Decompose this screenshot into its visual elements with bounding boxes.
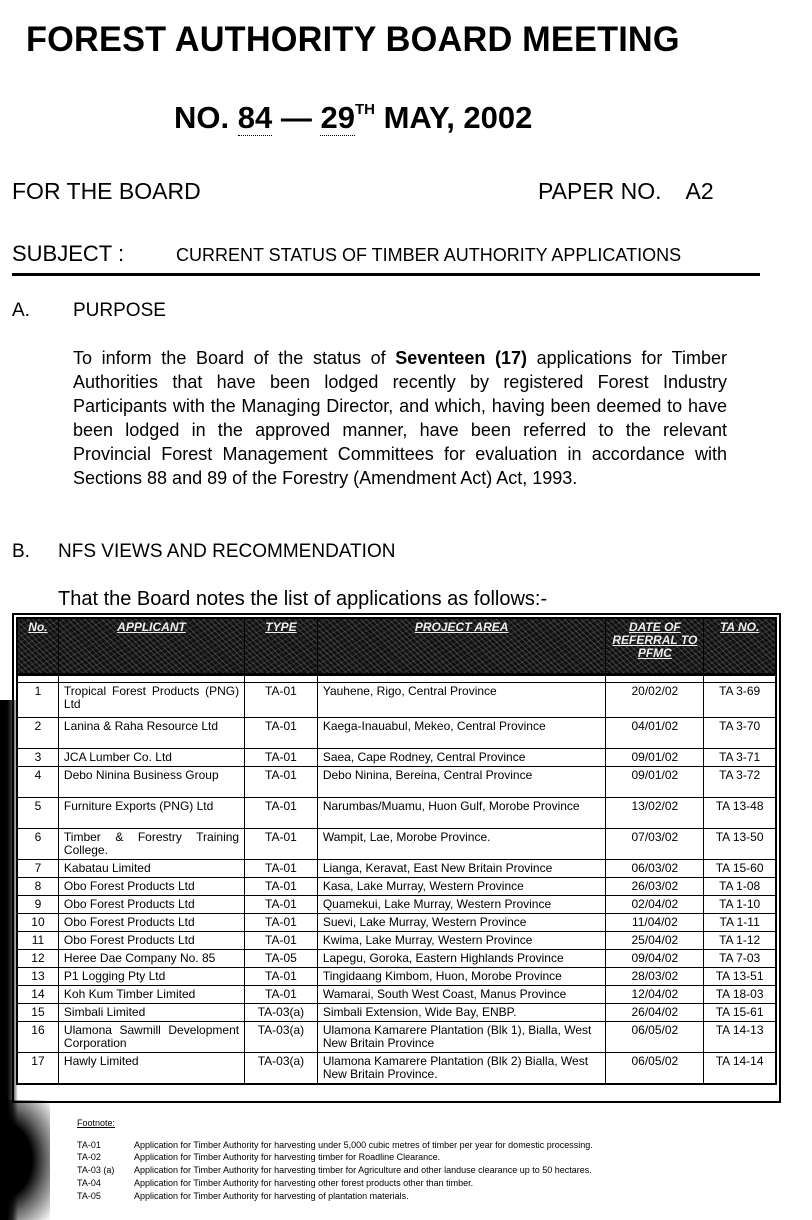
cell-date: 06/03/02 xyxy=(606,860,704,878)
cell-area: Yauhene, Rigo, Central Province xyxy=(317,683,606,718)
table-row xyxy=(17,767,776,798)
cell-type: TA-05 xyxy=(245,950,318,968)
cell-area: Lianga, Keravat, East New Britain Province xyxy=(317,860,606,878)
cell-ta-no: TA 3-69 xyxy=(704,683,776,718)
meeting-number-line xyxy=(174,100,532,136)
purpose-text-end: applications for Timber Authorities that have been lodged recently by registered Forest Industry Participants with the Managing Director, and which, having been deemed to have been lodged in the approved manner, have been referred to the relevant Provincial Forest Management Committees for evaluation in accordance with Sections 88 and 89 of the Forestry (Amendment Act) Act, 1993. xyxy=(73,348,727,488)
col-header-ta-no: TA NO. xyxy=(704,618,776,675)
cell-no: 16 xyxy=(17,1022,58,1053)
table-row xyxy=(17,829,776,860)
cell-ta-no: TA 1-08 xyxy=(704,878,776,896)
table-row xyxy=(17,932,776,950)
footnote-text: Application for Timber Authority for harvesting under 5,000 cubic metres of timber per year for domestic processing. xyxy=(134,1140,593,1150)
cell-ta-no: TA 14-14 xyxy=(704,1053,776,1085)
col-header-applicant: APPLICANT xyxy=(58,618,244,675)
cell-ta-no: TA 15-61 xyxy=(704,1004,776,1022)
document-title: FOREST AUTHORITY BOARD MEETING xyxy=(26,20,680,59)
col-header-project-area: PROJECT AREA xyxy=(317,618,606,675)
cell-area: Kwima, Lake Murray, Western Province xyxy=(317,932,606,950)
cell-area: Wamarai, South West Coast, Manus Province xyxy=(317,986,606,1004)
cell-ta-no: TA 3-70 xyxy=(704,718,776,749)
cell-date: 26/04/02 xyxy=(606,1004,704,1022)
dash: — xyxy=(280,100,312,135)
paper-no-label: PAPER NO. xyxy=(538,178,662,204)
cell-no: 1 xyxy=(17,683,58,718)
applications-table-frame xyxy=(12,613,781,1103)
cell-applicant: Furniture Exports (PNG) Ltd xyxy=(58,798,244,829)
cell-no: 14 xyxy=(17,986,58,1004)
footnote-item xyxy=(77,1178,473,1189)
cell-applicant: JCA Lumber Co. Ltd xyxy=(58,749,244,767)
cell-date: 02/04/02 xyxy=(606,896,704,914)
cell-date: 09/04/02 xyxy=(606,950,704,968)
cell-no: 5 xyxy=(17,798,58,829)
cell-applicant: Tropical Forest Products (PNG) Ltd xyxy=(58,683,244,718)
purpose-count: Seventeen (17) xyxy=(395,348,527,368)
meeting-month-year: MAY, 2002 xyxy=(383,100,533,135)
cell-date: 07/03/02 xyxy=(606,829,704,860)
cell-date: 06/05/02 xyxy=(606,1022,704,1053)
table-row xyxy=(17,798,776,829)
cell-ta-no: TA 1-10 xyxy=(704,896,776,914)
cell-area: Debo Ninina, Bereina, Central Province xyxy=(317,767,606,798)
footnote-code: TA-02 xyxy=(77,1152,101,1162)
footnote-code: TA-01 xyxy=(77,1140,101,1150)
purpose-text-start: To inform the Board of the status of xyxy=(73,348,396,368)
cell-ta-no: TA 3-72 xyxy=(704,767,776,798)
table-row xyxy=(17,718,776,749)
cell-applicant: Debo Ninina Business Group xyxy=(58,767,244,798)
cell-applicant: Kabatau Limited xyxy=(58,860,244,878)
cell-date: 13/02/02 xyxy=(606,798,704,829)
cell-date: 12/04/02 xyxy=(606,986,704,1004)
table-row xyxy=(17,1004,776,1022)
cell-no: 6 xyxy=(17,829,58,860)
cell-ta-no: TA 1-12 xyxy=(704,932,776,950)
scan-shadow-bottom xyxy=(0,1100,50,1220)
cell-applicant: Obo Forest Products Ltd xyxy=(58,932,244,950)
paper-number xyxy=(538,178,714,205)
cell-applicant: Ulamona Sawmill Development Corporation xyxy=(58,1022,244,1053)
cell-date: 28/03/02 xyxy=(606,968,704,986)
cell-type: TA-01 xyxy=(245,798,318,829)
table-row xyxy=(17,683,776,718)
cell-area: Suevi, Lake Murray, Western Province xyxy=(317,914,606,932)
cell-type: TA-01 xyxy=(245,718,318,749)
cell-ta-no: TA 13-48 xyxy=(704,798,776,829)
cell-no: 8 xyxy=(17,878,58,896)
table-row xyxy=(17,986,776,1004)
cell-type: TA-03(a) xyxy=(245,1053,318,1085)
cell-no: 7 xyxy=(17,860,58,878)
table-row xyxy=(17,950,776,968)
cell-ta-no: TA 18-03 xyxy=(704,986,776,1004)
cell-no: 13 xyxy=(17,968,58,986)
cell-type: TA-01 xyxy=(245,986,318,1004)
cell-area: Saea, Cape Rodney, Central Province xyxy=(317,749,606,767)
section-a-heading: PURPOSE xyxy=(73,300,166,321)
col-header-date: DATE OF REFERRAL TO PFMC xyxy=(606,618,704,675)
cell-applicant: Simbali Limited xyxy=(58,1004,244,1022)
purpose-paragraph xyxy=(73,346,727,490)
table-row xyxy=(17,860,776,878)
cell-no: 11 xyxy=(17,932,58,950)
meeting-day: 29 xyxy=(320,100,355,135)
cell-no: 3 xyxy=(17,749,58,767)
cell-ta-no: TA 13-50 xyxy=(704,829,776,860)
for-the-board: FOR THE BOARD xyxy=(12,178,201,204)
cell-date: 25/04/02 xyxy=(606,932,704,950)
subject-line xyxy=(12,241,760,276)
cell-area: Kaega-Inauabul, Mekeo, Central Province xyxy=(317,718,606,749)
section-b-heading: NFS VIEWS AND RECOMMENDATION xyxy=(58,541,396,562)
table-row xyxy=(17,749,776,767)
table-row xyxy=(17,1022,776,1053)
footnote-code: TA-04 xyxy=(77,1178,101,1188)
cell-date: 09/01/02 xyxy=(606,767,704,798)
cell-no: 17 xyxy=(17,1053,58,1085)
cell-no: 12 xyxy=(17,950,58,968)
table-lead-text: That the Board notes the list of applications as follows:- xyxy=(58,588,548,610)
cell-applicant: Obo Forest Products Ltd xyxy=(58,914,244,932)
cell-type: TA-01 xyxy=(245,878,318,896)
cell-area: Simbali Extension, Wide Bay, ENBP. xyxy=(317,1004,606,1022)
cell-area: Narumbas/Muamu, Huon Gulf, Morobe Province xyxy=(317,798,606,829)
cell-no: 15 xyxy=(17,1004,58,1022)
cell-area: Ulamona Kamarere Plantation (Blk 1), Bialla, West New Britain Province xyxy=(317,1022,606,1053)
cell-applicant: Obo Forest Products Ltd xyxy=(58,878,244,896)
cell-area: Quamekui, Lake Murray, Western Province xyxy=(317,896,606,914)
cell-date: 20/02/02 xyxy=(606,683,704,718)
cell-area: Kasa, Lake Murray, Western Province xyxy=(317,878,606,896)
cell-no: 10 xyxy=(17,914,58,932)
cell-ta-no: TA 15-60 xyxy=(704,860,776,878)
table-row xyxy=(17,914,776,932)
paper-no-value: A2 xyxy=(685,178,714,204)
cell-type: TA-01 xyxy=(245,767,318,798)
footnote-text: Application for Timber Authority for harvesting timber for Agriculture and other landuse clearance up to 50 hectares. xyxy=(134,1165,592,1175)
cell-date: 11/04/02 xyxy=(606,914,704,932)
footnote-title: Footnote: xyxy=(77,1118,116,1128)
cell-applicant: Hawly Limited xyxy=(58,1053,244,1085)
cell-ta-no: TA 13-51 xyxy=(704,968,776,986)
footnote-code: TA-03 (a) xyxy=(77,1165,115,1175)
cell-type: TA-01 xyxy=(245,860,318,878)
cell-applicant: Lanina & Raha Resource Ltd xyxy=(58,718,244,749)
cell-date: 04/01/02 xyxy=(606,718,704,749)
cell-date: 26/03/02 xyxy=(606,878,704,896)
cell-applicant: Obo Forest Products Ltd xyxy=(58,896,244,914)
spacer-row xyxy=(17,675,776,683)
cell-type: TA-01 xyxy=(245,914,318,932)
table-row xyxy=(17,1053,776,1085)
table-header-row xyxy=(17,618,776,675)
footnote-item xyxy=(77,1191,409,1202)
cell-type: TA-01 xyxy=(245,749,318,767)
cell-no: 4 xyxy=(17,767,58,798)
table-row xyxy=(17,968,776,986)
applications-table xyxy=(16,617,777,1085)
cell-date: 06/05/02 xyxy=(606,1053,704,1085)
cell-applicant: Koh Kum Timber Limited xyxy=(58,986,244,1004)
table-row xyxy=(17,896,776,914)
meeting-number: 84 xyxy=(237,100,273,135)
cell-ta-no: TA 14-13 xyxy=(704,1022,776,1053)
col-header-no: No. xyxy=(17,618,58,675)
subject-label: SUBJECT : xyxy=(12,241,125,266)
cell-applicant: Heree Dae Company No. 85 xyxy=(58,950,244,968)
subject-text: CURRENT STATUS OF TIMBER AUTHORITY APPLICATIONS xyxy=(176,245,682,265)
day-suffix: TH xyxy=(354,101,375,118)
cell-ta-no: TA 7-03 xyxy=(704,950,776,968)
cell-applicant: P1 Logging Pty Ltd xyxy=(58,968,244,986)
cell-no: 2 xyxy=(17,718,58,749)
footnote-text: Application for Timber Authority for harvesting timber for Roadline Clearance. xyxy=(134,1152,441,1162)
footnote-code: TA-05 xyxy=(77,1191,101,1201)
cell-no: 9 xyxy=(17,896,58,914)
cell-date: 09/01/02 xyxy=(606,749,704,767)
cell-type: TA-01 xyxy=(245,829,318,860)
footnote-text: Application for Timber Authority for harvesting other forest products other than timber. xyxy=(134,1178,474,1188)
cell-area: Ulamona Kamarere Plantation (Blk 2) Bialla, West New Britain Province. xyxy=(317,1053,606,1085)
meeting-prefix: NO. xyxy=(174,100,230,135)
footnote-item xyxy=(77,1152,440,1163)
cell-type: TA-01 xyxy=(245,683,318,718)
cell-ta-no: TA 3-71 xyxy=(704,749,776,767)
cell-ta-no: TA 1-11 xyxy=(704,914,776,932)
cell-type: TA-01 xyxy=(245,932,318,950)
cell-area: Wampit, Lae, Morobe Province. xyxy=(317,829,606,860)
cell-type: TA-01 xyxy=(245,968,318,986)
cell-area: Lapegu, Goroka, Eastern Highlands Province xyxy=(317,950,606,968)
table-row xyxy=(17,878,776,896)
footnote-text: Application for Timber Authority for harvesting of plantation materials. xyxy=(134,1191,409,1201)
cell-area: Tingidaang Kimbom, Huon, Morobe Province xyxy=(317,968,606,986)
footnote-item xyxy=(77,1140,593,1151)
section-a-letter: A. xyxy=(12,300,30,321)
section-b-letter: B. xyxy=(12,541,30,562)
cell-type: TA-01 xyxy=(245,896,318,914)
cell-type: TA-03(a) xyxy=(245,1022,318,1053)
cell-applicant: Timber & Forestry Training College. xyxy=(58,829,244,860)
footnote-item xyxy=(77,1165,592,1176)
col-header-type: TYPE xyxy=(245,618,318,675)
cell-type: TA-03(a) xyxy=(245,1004,318,1022)
